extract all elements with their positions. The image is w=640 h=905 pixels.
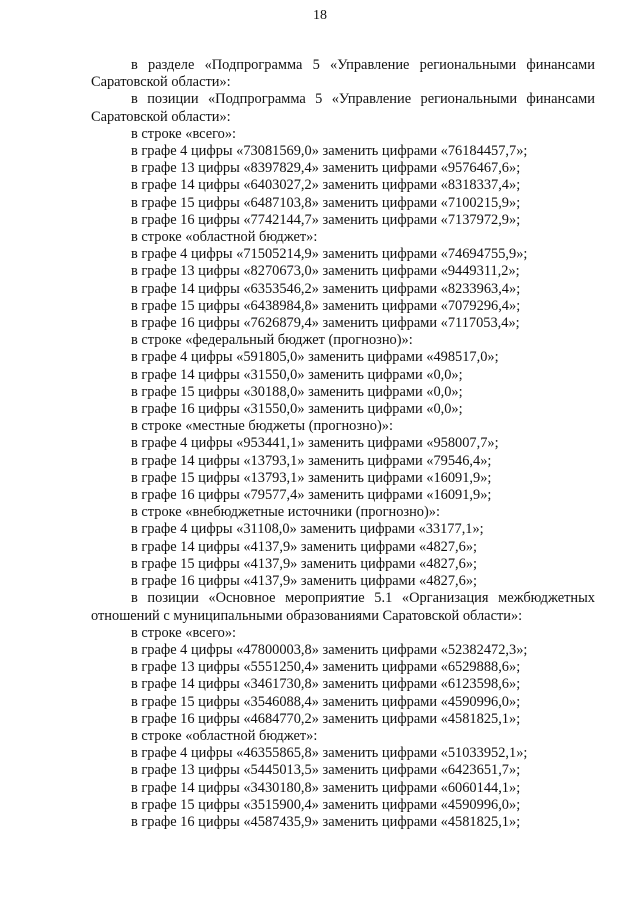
paragraph: в графе 4 цифры «591805,0» заменить цифрами «498517,0»; (131, 349, 499, 366)
paragraph: в графе 4 цифры «71505214,9» заменить цифрами «74694755,9»; (131, 246, 528, 263)
paragraph: в графе 14 цифры «4137,9» заменить цифрами «4827,6»; (131, 538, 478, 555)
paragraph: в графе 15 цифры «13793,1» заменить цифрами «16091,9»; (131, 469, 492, 486)
paragraph: в строке «областной бюджет»: (131, 229, 318, 246)
paragraph: в строке «всего»: (131, 624, 237, 641)
paragraph: в графе 4 цифры «46355865,8» заменить цифрами «51033952,1»; (131, 745, 528, 762)
paragraph: в графе 16 цифры «7742144,7» заменить цифрами «7137972,9»; (131, 211, 521, 228)
paragraph: в графе 15 цифры «4137,9» заменить цифрами «4827,6»; (131, 555, 478, 572)
paragraph: в графе 16 цифры «4587435,9» заменить цифрами «4581825,1»; (131, 813, 521, 830)
paragraph: в графе 13 цифры «5551250,4» заменить цифрами «6529888,6»; (131, 659, 521, 676)
paragraph: в строке «федеральный бюджет (прогнозно)»: (131, 332, 413, 349)
paragraph: в графе 14 цифры «6353546,2» заменить цифрами «8233963,4»; (131, 280, 521, 297)
paragraph: в графе 15 цифры «6438984,8» заменить цифрами «7079296,4»; (131, 297, 521, 314)
paragraph: в строке «всего»: (131, 125, 237, 142)
paragraph: в графе 14 цифры «3461730,8» заменить цифрами «6123598,6»; (131, 676, 521, 693)
paragraph: в графе 15 цифры «3515900,4» заменить цифрами «4590996,0»; (131, 796, 521, 813)
paragraph: в графе 15 цифры «30188,0» заменить цифрами «0,0»; (131, 383, 463, 400)
paragraph: в разделе «Подпрограмма 5 «Управление региональными финансами Саратовской области»: (91, 57, 595, 91)
paragraph: в графе 14 цифры «13793,1» заменить цифрами «79546,4»; (131, 452, 492, 469)
paragraph: в графе 15 цифры «6487103,8» заменить цифрами «7100215,9»; (131, 194, 521, 211)
paragraph: в графе 4 цифры «953441,1» заменить цифрами «958007,7»; (131, 435, 499, 452)
paragraph: в графе 4 цифры «47800003,8» заменить цифрами «52382472,3»; (131, 641, 528, 658)
paragraph: в строке «местные бюджеты (прогнозно)»: (131, 418, 393, 435)
paragraph: в графе 4 цифры «31108,0» заменить цифрами «33177,1»; (131, 521, 484, 538)
paragraph: в графе 15 цифры «3546088,4» заменить цифрами «4590996,0»; (131, 693, 521, 710)
paragraph: в строке «внебюджетные источники (прогнозно)»: (131, 504, 440, 521)
document-body (91, 57, 595, 831)
paragraph: в графе 13 цифры «8397829,4» заменить цифрами «9576467,6»; (131, 160, 521, 177)
paragraph: в графе 16 цифры «4137,9» заменить цифрами «4827,6»; (131, 573, 478, 590)
paragraph: в графе 16 цифры «31550,0» заменить цифрами «0,0»; (131, 401, 463, 418)
paragraph: в графе 16 цифры «79577,4» заменить цифрами «16091,9»; (131, 487, 492, 504)
paragraph: в графе 4 цифры «73081569,0» заменить цифрами «76184457,7»; (131, 143, 528, 160)
paragraph: в графе 13 цифры «8270673,0» заменить цифрами «9449311,2»; (131, 263, 520, 280)
page-number: 18 (313, 8, 327, 23)
paragraph: в графе 14 цифры «3430180,8» заменить цифрами «6060144,1»; (131, 779, 521, 796)
paragraph: в строке «областной бюджет»: (131, 727, 318, 744)
paragraph: в графе 16 цифры «4684770,2» заменить цифрами «4581825,1»; (131, 710, 521, 727)
paragraph: в графе 13 цифры «5445013,5» заменить цифрами «6423651,7»; (131, 762, 521, 779)
paragraph: в позиции «Подпрограмма 5 «Управление региональными финансами Саратовской области»: (91, 91, 595, 125)
paragraph: в позиции «Основное мероприятие 5.1 «Организация межбюджетных отношений с муниципальными образованиями Саратовской области»: (91, 590, 595, 624)
paragraph: в графе 14 цифры «31550,0» заменить цифрами «0,0»; (131, 366, 463, 383)
paragraph: в графе 14 цифры «6403027,2» заменить цифрами «8318337,4»; (131, 177, 521, 194)
paragraph: в графе 16 цифры «7626879,4» заменить цифрами «7117053,4»; (131, 315, 520, 332)
